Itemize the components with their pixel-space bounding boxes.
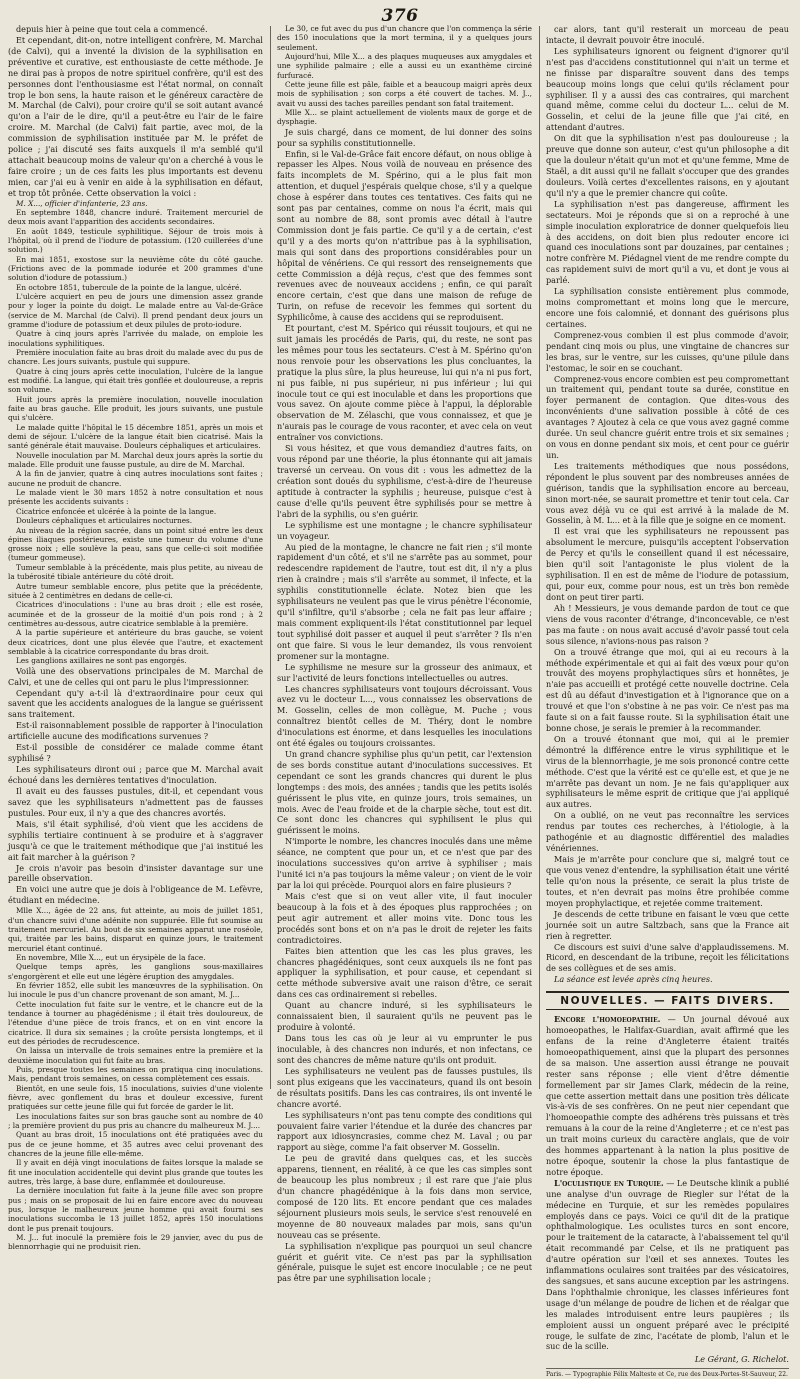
paragraph: Les syphilisateurs ignorent ou feignent d'ignorer qu'il n'est pas d'accidens constitutionnel qui n'ait un terme et ne finisse par disparaître souvent dans des temps beaucoup moins longs que celui qu'ils réclament pour syphiliser. Il y a aussi des cas contraires, qui marchent quand même, comme celui du docteur L... celui de M. Gosselin, et celui de la jeune fille que j'ai cité, en attendant d'autres. — [546, 45, 789, 133]
paragraph: Je crois n'avoir pas besoin d'insister davantage sur une pareille observation. — [8, 862, 263, 884]
news-item-text: — Le Deutsche klinik a publié une analyse d'un ouvrage de Riegler sur l'état de la médecine en Turquie, et sur les remèdes populaires employés dans ce pays. Voici ce qu'il dit de la pratique ophthalmologique. Les oculistes turcs en sont encore, pour le traitement de la cataracte, à l'abaissement tel qu'il était recommandé par Celse, et ils ne pratiquent pas d'autre opération sur l'œil et ses annexes. Toutes les inflammations oculaires sont traitées par des vésicatoires, des sangsues, et sans aucune exception par les astringens. Dans l'ophthalmie chronique, les classes inférieures font usage d'un mélange de poudre de lichen et de réalgar que les malades introduisent entre leurs paupières ; ils emploient aussi un onguent préparé avec le précipité rouge, le sulfate de zinc, l'acétate de plomb, l'alun et le suc de la scille. — [546, 1177, 789, 1352]
news-item-text: — Un journal dévoué aux homoeopathes, le Halifax-Guardian, avait affirmé que les enfans de la reine d'Angleterre étaient traités homoeopathiquement, ainsi que la plupart des personnes de sa maison. Une assertion aussi étrange ne pouvait rester sans réponse ; elle vient d'être démentie formellement par sir James Clark, médecin de la reine, que cette assertion mettait dans une position très délicate vis-à-vis de ses confrères. On ne peut nier cependant que l'homoeopathie compte des adhérens très puissans et très remuans à la cour de la reine d'Angleterre ; et ce n'est pas un trait moins curieux du caractère anglais, que de voir des hommes appartenant à la nation la plus positive de notre époque, soutenir la chose la plus fantastique de notre époque. — [546, 1014, 790, 1177]
case-line: En septembre 1848, chancre induré. Traitement mercuriel de deux mois avant l'apparition des accidents secondaires. — [8, 208, 263, 227]
case-line: Puis, presque toutes les semaines on pratiqua cinq inoculations. Mais, pendant trois semaines, on cessa complètement ces essais. — [8, 1064, 263, 1084]
editor-signature: Le Gérant, G. Richelot. — [694, 1354, 789, 1365]
paragraph: Les syphilisateurs diront oui ; parce que M. Marchal avait échoué dans les dernières tentatives d'inoculation. — [8, 764, 263, 786]
paragraph: Cependant qu'y a-t-il là d'extraordinaire pour ceux qui savent que les accidents analogues de la langue se guérissent sans traitement. — [8, 687, 263, 720]
case-line: Mlle X... se plaint actuellement de violents maux de gorge et de dysphagie. — [277, 107, 532, 127]
paragraph: car alors, tant qu'il resterait un morceau de peau intacte, il devrait pouvoir être inoculé. — [546, 24, 789, 45]
paragraph: Enfin, si le Val-de-Grâce fait encore défaut, on nous oblige à repasser les Alpes. Nous voilà de nouveau en présence des faits incomplets de M. Spérino, qui a le plus fait mon attention, et duquel j'espérais quelque chose, s'il y a quelque chose à espérer dans toutes ces tentatives. Ces faits qui ne sont pas par centaines, comme on nous l'a écrit, mais qui sont au nombre de 88, sont promis avec détail à l'autre Commission dont je fais partie. Ce qu'il y a de certain, c'est qu'il y a des morts qu'on n'attribue pas à la syphilisation, mais qui sont dans des proportions considérables pour un hôpital de vénériens. Ce qui ressort des renseignements que cette Commission a déjà reçus, c'est que des femmes sont revenues avec de nouveaux accidens ; enfin, ce qui paraît encore certain, c'est que dans une maison de refuge de Turin, on refuse de recevoir les femmes qui sortent du Syphilicôme, à cause des accidens qui se reproduisent. — [277, 148, 532, 323]
paragraph: Dans tous les cas où je leur ai vu emprunter le pus inoculable, à des chancres non indurés, et non infectans, ce sont des chancres de même nature qu'ils ont produit. — [277, 1033, 532, 1065]
case-line: Douleurs céphaliques et articulaires nocturnes. — [16, 516, 193, 526]
paragraph: Quant au chancre induré, si les syphilisateurs le connaissaient bien, il sauraient qu'ils ne peuvent pas le produire à volonté. — [277, 1000, 532, 1033]
case-line: Les ganglions axillaires ne sont pas engorgés. — [16, 656, 187, 666]
paragraph: Faites bien attention que les cas les plus graves, les chancres phagédéniques, sont ceux auxquels ils ne font pas appliquer la syphilisation, et pour cause, et cependant si cette méthode subversive avait une raison d'être, ce serait dans ces cas ordinairement si rebelles. — [277, 945, 532, 1000]
paragraph: La syphilisation consiste entièrement plus commode, moins compromettant et moins long que le mercure, encore une fois calomnié, et donnant des guérisons plus certaines. — [546, 286, 789, 329]
paragraph: On a trouvé étonnant que moi, qui ai le premier démontré la différence entre le virus syphilitique et le virus de la blennorrhagie, je me sois prononcé contre cette méthode. C'est que la vérité est ce qu'elle est, et que je ne m'arrête pas devant un nom. Je ne fais qu'appliquer aux syphilisateurs le même esprit de critique que j'ai appliqué aux autres. — [546, 733, 789, 810]
news-item-headline: L'oculistique en Turquie. — [554, 1177, 664, 1188]
case-line: En mai 1851, exostose sur la neuvième côte du côté gauche. (Frictions avec de la pommade iodurée et 200 grammes d'une solution d'iodure de potassium.) — [8, 254, 263, 283]
paragraph: Au pied de la montagne, le chancre ne fait rien ; s'il monte rapidement d'un côté, et s'il ne s'arrête pas au sommet, pour redescendre rapidement de l'autre, tout est dit, il n'y a plus rien à craindre ; mais s'il s'arrête au sommet, il infecte, et la syphilis constitutionnelle éclate. Notez bien que les syphilisateurs ne veulent pas que le virus pénètre l'économie, qu'il s'infiltre, qu'il s'absorbe ; cela ne fait pas leur affaire ; mais comment expliquent-ils l'état constitutionnel par lequel tout syphilisé doit passer et auquel il peut s'arrêter ? Ils n'en ont que faire. Si vous le leur demandez, ils vous renvoient promener sur la montagne. — [277, 541, 532, 661]
case-line: En août 1849, testicule syphilitique. Séjour de trois mois à l'hôpital, où il prend de l'iodure de potassium. (120 cuillerées d'une solution.) — [8, 226, 263, 255]
case-line: M. J... fut inoculé la première fois le 29 janvier, avec du pus de blennorrhagie qui ne produisit rien. — [8, 1232, 263, 1252]
paragraph: Ce discours est suivi d'une salve d'applaudissemens. M. Ricord, en descendant de la tribune, reçoit les félicitations de ses collègues et de ses amis. — [546, 941, 789, 974]
case-line: Quelque temps après, les ganglions sous-maxillaires s'engorgèrent et elle eut une légère éruption des amygdales. — [8, 962, 263, 981]
paragraph: Mais c'est que si on veut aller vite, il faut inoculer beaucoup à la fois et à des époques plus rapprochées ; on peut agir autrement et aller moins vite. Donc tous les procédés sont bons et on n'a pas le droit de rejeter les faits contradictoires. — [277, 891, 532, 945]
paragraph: depuis hier à peine que tout cela a commencé. — [16, 24, 208, 34]
case-line: En novembre, Mlle X..., eut un érysipèle de la face. — [16, 952, 206, 962]
paragraph: La syphilisation n'explique pas pourquoi un seul chancre guérit et guérit vite. Ce n'est pas par la syphilisation générale, puisque le sujet est encore inoculable ; ce ne peut pas être par une syphilisation locale ; — [277, 1240, 532, 1284]
case-line: Bientôt, en une seule fois, 15 inoculations, suivies d'une violente fièvre, avec gonflement du bras et douleur excessive, furent pratiquées sur cette jeune fille qui fut forcée de garder le lit. — [8, 1083, 263, 1112]
case-line: Au niveau de la région sacrée, dans un point situé entre les deux épines iliaques postérieures, existe une tumeur du volume d'une grosse noix ; elle soulève la peau, sans que celle-ci soit modifiée (tumeur gommeuse). — [8, 525, 263, 563]
case-observation-2-continued — [277, 24, 532, 127]
paragraph: Mais, s'il était syphilisé, d'où vient que les accidens de syphilis tertiaire continuent à se produire et à s'aggraver jusqu'à ce que le traitement méthodique que j'ai institué les ait fait marcher à la guérison ? — [8, 818, 263, 862]
paragraph: On a oublié, on ne veut pas reconnaître les services rendus par toutes ces recherches, à l'étiologie, à la pathogénie et au diagnostic différentiel des maladies vénériennes. — [546, 810, 789, 854]
case-line: Il y avait en déjà vingt inoculations de faites lorsque la malade se fit une inoculation accidentelle qui devint plus grande que toutes les autres, très large, à base dure, enflammée et douloureuse. — [8, 1158, 263, 1186]
case-line: Cicatrice enfoncée et ulcérée à la pointe de la langue. — [16, 506, 217, 516]
case-line: En octobre 1851, tubercule de la pointe de la langue, ulcéré. — [16, 282, 242, 292]
paragraph: La syphilisation n'est pas dangereuse, affirment les sectateurs. Moi je réponds que si on a reproché à une simple inoculation exploratrice de donner quelquefois lieu à des accidens, on doit bien plus redouter encore ici quand ces inoculations sont par douzaines, par centaines ; notre confrère M. Piédagnel vient de me rendre compte du cas rapidement suivi de mort qu'il a vu, et dont je vous ai parlé. — [546, 198, 789, 286]
paragraph: Mais je m'arrête pour conclure que si, malgré tout ce que vous venez d'entendre, la syphilisation était une vérité telle qu'on nous la présente, ce serait la plus triste de toutes, et n'en devrait pas moins être prohibée comme moyen prophylactique, et rejetée comme traitement. — [546, 854, 789, 908]
case-line: En février 1852, elle subit les manœuvres de la syphilisation. On lui inocule le pus d'un chancre provenant de son amant, M. J... — [8, 981, 263, 1000]
case-line: Tumeur semblable à la précédente, mais plus petite, au niveau de la tubérosité tibiale antérieure du côté droit. — [8, 562, 263, 582]
case-line: Mlle X..., âgée de 22 ans, fut atteinte, au mois de juillet 1851, d'un chancre suivi d'une adénite non suppurée. Elle fut soumise au traitement mercuriel. Au bout de six semaines apparut une roséole, qui, traitée par les bains, disparut en quinze jours, le traitement mercuriel étant continué. — [8, 906, 263, 953]
column-3 — [546, 24, 790, 1379]
page-number: 376 — [381, 6, 419, 26]
case-line: On laissa un intervalle de trois semaines entre la première et la deuxième inoculation qui fut faite au bras. — [8, 1046, 263, 1065]
case-observation-1 — [8, 199, 263, 666]
paragraph: Est-il possible de considérer ce malade comme étant syphilisé ? — [8, 742, 263, 764]
case-line: Autre tumeur semblable encore, plus petite que la précédente, située à 2 centimètres en dedans de celle-ci. — [8, 581, 263, 600]
case-line: La dernière inoculation fut faite à la jeune fille avec son propre pus ; mais on se proposait de lui en faire encore avec du nouveau pus, lorsque le malheureux jeune homme qui avait fourni ses inoculations succomba le 13 juillet 1852, après 150 inoculations dont le pus prenait toujours. — [8, 1186, 263, 1233]
paragraph: Il est vrai que les syphilisateurs ne repoussent pas absolument le mercure, puisqu'ils acceptent l'observation de Percy et qu'ils le conseillent quand il est nécessaire, bien qu'il soit l'antagoniste le plus violent de la syphilisation. Il en est de même de l'iodure de potassium, qui, pour eux, comme pour nous, est un très bon remède dont on peut tirer parti. — [546, 526, 789, 602]
paragraph: Les syphilisateurs ne veulent pas de fausses pustules, ils sont plus exigeans que les vaccinateurs, quand ils ont besoin de résultats positifs. Dans les cas contraires, ils ont inventé le chancre avorté. — [277, 1065, 532, 1109]
case-observation-2 — [8, 906, 263, 1251]
case-line: Le malade vient le 30 mars 1852 à notre consultation et nous présente les accidents suivants : — [8, 488, 263, 507]
case-line: L'ulcère acquiert en peu de jours une dimension assez grande pour y loger la pointe du doigt. Le malade entre au Val-de-Grâce (service de M. Marchal (de Calvi). Il prend pendant deux jours un gramme d'iodure de potassium et deux pilules de proto-iodure. — [8, 292, 263, 330]
case-line: Quatre à cinq jours après l'arrivée du malade, on emploie les inoculations syphilitiques. — [8, 329, 263, 348]
paragraph: Est-il raisonnablement possible de rapporter à l'inoculation artificielle aucune des modifications survenues ? — [8, 720, 263, 742]
case-line: Le 30, ce fut avec du pus d'un chancre que l'on commença la série des 150 inoculations que la mort termina, il y a quelques jours seulement. — [277, 24, 532, 52]
paragraph: Le syphilisme est une montagne ; le chancre syphilisateur un voyageur. — [277, 519, 532, 541]
column-2 — [277, 24, 532, 1284]
case-line: Cette jeune fille est pâle, faible et a beaucoup maigri après deux mois de syphilisation ; son corps a été couvert de taches. M. J.., avait vu aussi des taches pareilles pendant son fatal traitement. — [277, 79, 532, 108]
paragraph: On dit que la syphilisation n'est pas douloureuse ; la preuve que donne son auteur, c'est qu'un philosophe a dit que la douleur n'était qu'un mot et qu'une femme, Mme de Staël, a dit aussi qu'il ne fallait s'occuper que des grandes douleurs. Voilà certes d'excellentes raisons, en y ajoutant qu'il n'y a que le premier chancre qui coûte. — [546, 133, 789, 198]
paragraph: Les chancres syphilisateurs vont toujours décroissant. Vous avez vu le docteur L..., vous connaissez les observations de M. Gosselin, celles de mon collègue, M. Puche ; vous connaîtrez bientôt celles de M. Théry, dont le nombre d'inoculations est énorme, et dans lesquelles les inoculations ont été égales ou toujours croissantes. — [277, 683, 532, 749]
paragraph: Les traitements méthodiques que nous possédons, répondent le plus souvent par des nombreuses années de guérison, tandis que la syphilisation encore au berceau, sinon mort-née, se saurait promettre et tenir tout cela. Car vous avez déjà vu ce qui est arrivé à la malade de M. Gosselin, à M. L... et à la fille que je soigne en ce moment. — [546, 460, 789, 526]
closing-line: La séance est levée après cinq heures. — [554, 974, 713, 985]
paragraph: Les syphilisateurs n'ont pas tenu compte des conditions qui pouvaient faire varier l'étendue et la durée des chancres par rapport aux idiosyncrasies, comme chez M. Laval ; ou par rapport au siège, comme l'a fait observer M. Gosselin. — [277, 1109, 532, 1153]
paragraph: Le syphilisme ne mesure sur la grosseur des animaux, et sur l'activité de leurs fonctions intellectuelles ou autres. — [277, 661, 532, 683]
paragraph: Comprenez-vous encore combien est peu compromettant un traitement qui, pendant toute sa durée, constitue en foyer permanent de contagion. Que dites-vous des inconvénients d'une salivation possible à côté de ces avantages ? Ajoutez à cela ce que vous avez gagné comme durée. Un seul chancre guérit entre trois et six semaines ; on vous en donne pendant six mois, et cent pour ce guérir un. — [546, 373, 789, 460]
paragraph: Et cependant, dit-on, notre intelligent confrère, M. Marchal (de Calvi), qui a inventé la division de la syphilisation en préventive et curative, est enthousiaste de cette méthode. Je ne dirai pas à propos de notre spirituel confrère, qu'il est des personnes dont l'enthousiasme est l'état normal, on connaît trop le bon sens, la haute raison et le généreux caractère de M. Marchal (de Calvi), pour croire qu'il se soit autant avancé qu'on a l'air de le dire, qu'il a peut-être eu l'air de le faire croire. M. Marchal (de Calvi) fait partie, avec moi, de la commission de syphilisation instituée par M. le préfet de police ; j'ai discuté ses faits auxquels il m'a semblé qu'il attachait beaucoup moins de valeur qu'on a cherché à vous le faire croire ; un de ces faits les plus importants est devenu mien, car j'ai eu à venir en aide à la syphilisation en défaut, et trop tôt prônée. Cette observation la voici : — [8, 35, 263, 198]
case-line: Nouvelle inoculation par M. Marchal deux jours après la sortie du malade. Elle produit une fausse pustule, au dire de M. Marchal. — [8, 450, 263, 470]
paragraph: Il avait eu des fausses pustules, dit-il, et cependant vous savez que les syphilisateurs n'admettent pas de fausses pustules. Pour eux, il n'y a que des chancres avortés. — [8, 786, 263, 818]
paragraph: Et pourtant, c'est M. Spérico qui réussit toujours, et qui ne suit jamais les procédés de Paris, qui, du reste, ne sont pas les mêmes pour tous les sectateurs. C'est à M. Spérino qu'on nous renvoie pour les observations les plus concluantes, la pratique la plus sûre, la plus heureuse, lui qui n'a ni pus fort, ni pus faible, ni pus supérieur, ni pus inférieur ; lui qui inocule tout ce qui est inoculable et dans les proportions que vous savez. On ajoute comme pièce à l'appui, la déplorable observation de M. Zélaschi, que vous connaissez, et que je n'aurais pas le courage de vous raconter, et avec cela on veut entraîner vos convictions. — [277, 323, 532, 443]
case-line: A la partie supérieure et antérieure du bras gauche, se voient deux cicatrices, dont une plus élevée que l'autre, et exactement semblable à la cicatrice correspondante du bras droit. — [8, 628, 263, 656]
paragraph: On a trouvé étrange que moi, qui ai eu recours à la méthode expérimentale et qui ai fait des vœux pour qu'on trouvât des moyens prophylactiques sûrs et honnêtes, je n'aie pas accueilli et protégé cette nouvelle doctrine. Cela est dû au défaut d'investigation et à l'ignorance que on a trouvé et que l'on s'obstine à ne pas voir. Ce n'est pas ma faute si on a fait fausse route. Si la syphilisation était une bonne chose, je serais le premier à la recommander. — [546, 646, 789, 733]
case-line: Quant au bras droit, 15 inoculations ont été pratiquées avec du pus de ce jeune homme, et 35 autres avec celui provenant des chancres de la jeune fille elle-même. — [8, 1130, 263, 1158]
news-section-header — [546, 991, 789, 1010]
paragraph: Comprenez-vous combien il est plus commode d'avoir, pendant cinq mois ou plus, une vingtaine de chancres sur les bras, sur le ventre, sur les cuisses, qu'une pilule dans l'estomac, le soir en se couchant. — [546, 329, 789, 373]
case-line: Les inoculations faites sur son bras gauche sont au nombre de 40 ; la première provient du pus pris au chancre du malheureux M. J.... — [8, 1111, 263, 1130]
case-line: Cette inoculation fut faite sur le ventre, et le chancre eut de la tendance à tourner au phagédénisme ; il était très douloureux, de l'étendue d'une pièce de trois francs, et on en vint encore la cicatrice. Il dura six semaines ; la croûte persista longtemps, et il eut des périodes de recrudescence. — [8, 999, 263, 1046]
news-item — [546, 1014, 789, 1178]
news-section-title: NOUVELLES. — FAITS DIVERS. — [560, 995, 775, 1008]
paragraph: N'importe le nombre, les chancres inoculés dans une même séance, ne comptent que pour un, et ce n'est que par des inoculations successives qu'on arrive à syphiliser ; mais l'unité ici n'a pas toujours la même valeur ; on vient de le voir par la loi qui précède. Pourquoi alors en faire plusieurs ? — [277, 836, 532, 891]
case-line: Première inoculation faite au bras droit du malade avec du pus de chancre. Les jours suivants, pustule qui suppure. — [8, 348, 263, 367]
news-item — [546, 1178, 789, 1353]
case-line: A la fin de janvier, quatre à cinq autres inoculations sont faites ; aucune ne produit de chancre. — [8, 469, 263, 488]
case-line: Aujourd'hui, Mlle X... a des plaques muqueuses aux amygdales et une syphilide palmaire ; elle a aussi eu un exanthème circiné furfuracé. — [277, 51, 532, 80]
paragraph: En voici une autre que je dois à l'obligeance de M. Lefèvre, étudiant en médecine. — [8, 884, 263, 906]
paragraph: Ah ! Messieurs, je vous demande pardon de tout ce que viens de vous raconter d'étrange, d'inconcevable, ce n'est pas ma faute : on nous avait accusé d'avoir passé tout cela sous silence, n'avions-nous pas raison ? — [546, 602, 789, 646]
case-title: M. X..., officier d'infanterie, 23 ans. — [16, 198, 148, 208]
case-line: Huit jours après la première inoculation, nouvelle inoculation faite au bras gauche. Elle produit, les jours suivants, une pustule qui s'ulcère. — [8, 394, 263, 423]
paragraph: Un grand chancre syphilise plus qu'un petit, car l'extension de ses bords constitue autant d'inoculations successives. Et cependant ce sont les grands chancres qui durent le plus longtemps : des mois, des années ; tandis que les petits isolés guérissent le plus vite, en quinze jours, trois semaines, un mois. Avec de l'eau froide et de la charpie sèche, tout est dit. Ce sont donc les chancres qui syphilisent le plus qui guérissent le moins. — [277, 749, 532, 836]
case-line: Quatre à cinq jours après cette inoculation, l'ulcère de la langue est modifié. La langue, qui était très gonflée et douloureuse, a repris son volume. — [8, 366, 263, 395]
column-rule — [539, 26, 540, 1089]
paragraph: Je descends de cette tribune en faisant le vœu que cette journée soit un autre Saltzbach, sans que la France ait rien à regretter. — [546, 908, 789, 941]
news-item-headline: Encore l'homoeopathie. — [554, 1014, 661, 1025]
column-rule — [270, 26, 271, 1089]
printer-imprint: Paris. — Typographie Félix Malteste et Ce, rue des Deux-Portes-St-Sauveur, 22. — [546, 1368, 789, 1379]
paragraph: Si vous hésitez, et que vous demandiez d'autres faits, on vous répond par une théorie, la plus étonnante qui ait jamais traversé un cerveau. On vous dit : vous les admettez de la création sont doués du syphilisme, c'est-à-dire de l'heureuse aptitude à contracter la syphilis ; heureuse, puisque c'est à cause d'elle qu'ils peuvent être syphilisés pour se mettre à l'abri de la syphilis, ou s'en guérir. — [277, 443, 532, 519]
column-1 — [8, 24, 263, 1252]
paragraph: Le peu de gravité dans quelques cas, et les succès apparens, tiennent, en réalité, à ce que les cas simples sont de beaucoup les plus nombreux ; il est rare que j'aie plus d'un chancre phagédénique à la fois dans mon service, composé de 120 lits. Et encore pendant que ces malades séjournent plusieurs mois seuls, le service s'est renouvelé en moyenne de 80 nouveaux malades par mois, sans qu'un nouveau cas se présente. — [277, 1153, 532, 1240]
case-line: Le malade quitte l'hôpital le 15 décembre 1851, après un mois et demi de séjour. L'ulcère de la langue était bien cicatrisé. Mais la santé générale était mauvaise. Douleurs céphaliques et articulaires. — [8, 422, 263, 451]
paragraph: Voilà une des observations principales de M. Marchal de Calvi, et une de celles qui ont paru le plus l'impressionner. — [8, 665, 263, 687]
case-line: Cicatrices d'inoculations : l'une au bras droit ; elle est rosée, acuminée et de la grosseur de la moitié d'un pois rond ; à 2 centimètres au-dessous, autre cicatrice semblable à la première. — [8, 600, 263, 628]
paragraph: Je suis chargé, dans ce moment, de lui donner des soins pour sa syphilis constitutionnelle. — [277, 126, 532, 148]
